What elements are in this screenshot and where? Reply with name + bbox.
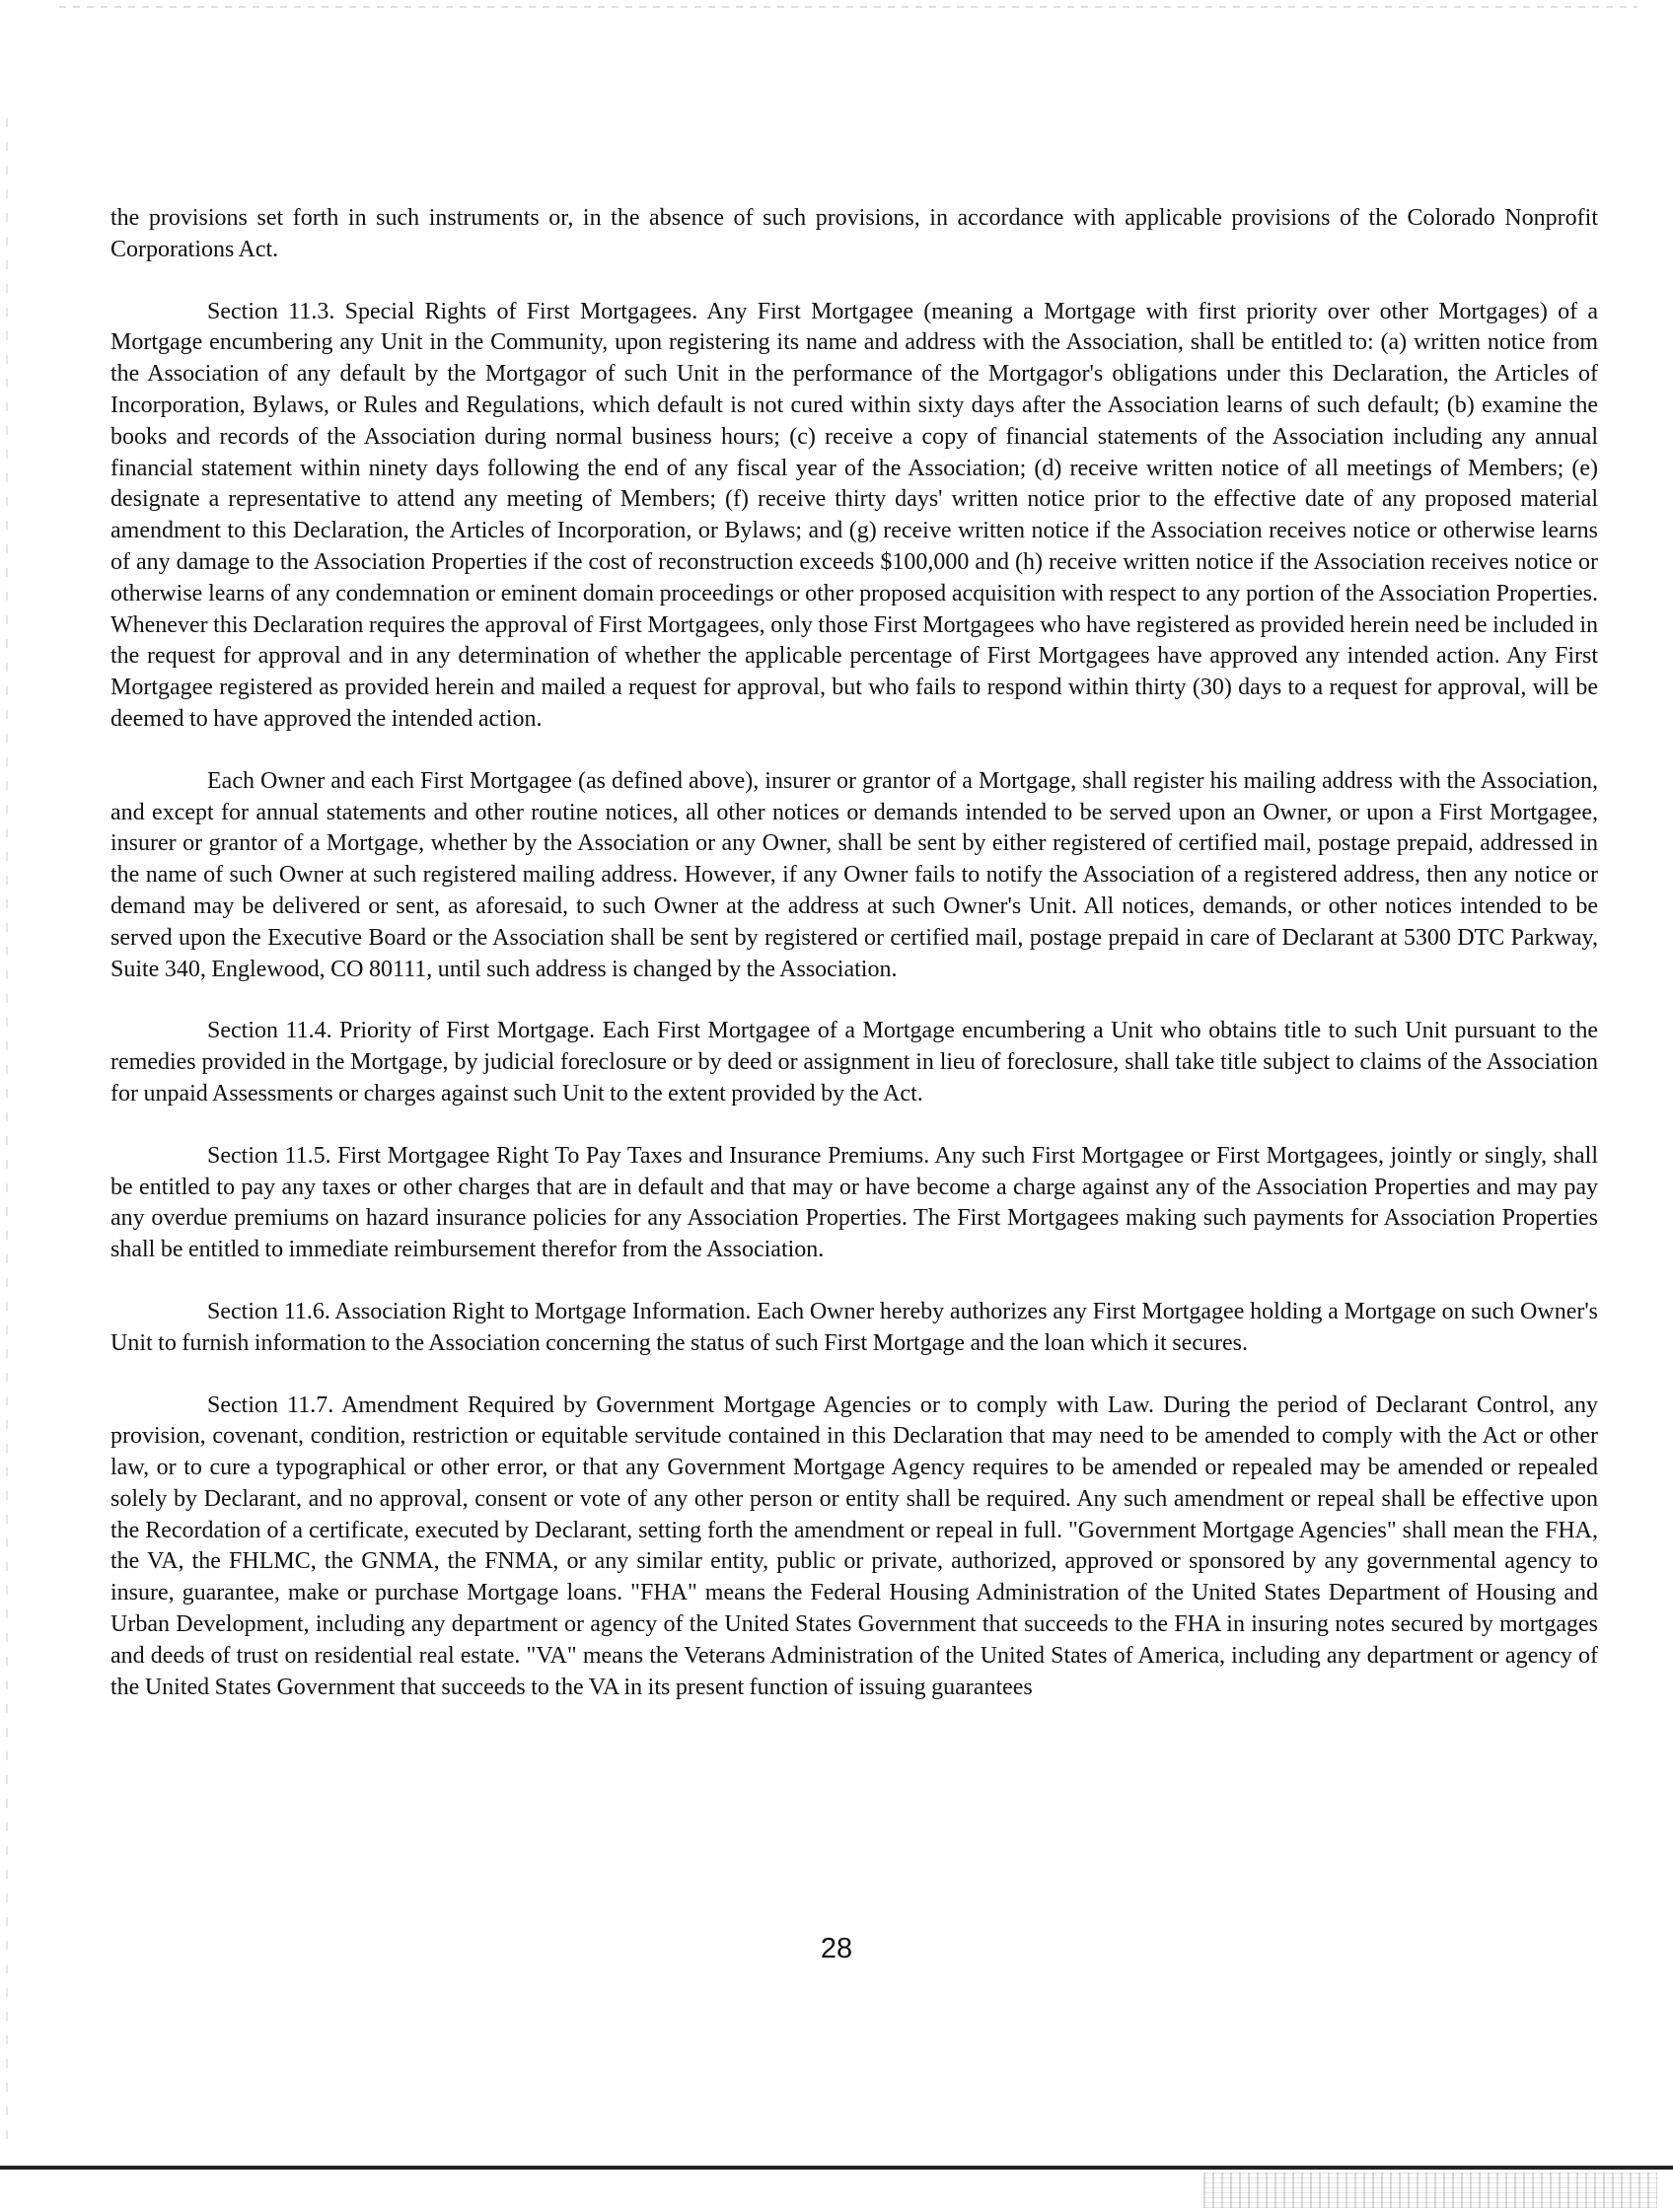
scan-artifact-bottom: [1203, 2173, 1657, 2208]
paragraph-section-11-5: Section 11.5. First Mortgagee Right To Pay Taxes and Insurance Premiums. Any such First Mortgagee or First Mortgagees, jointly or singly, shall be entitled to pay any taxes or other charges that are in default and that may or have become a charge against any of the Association Properties and may pay any overdue premiums on hazard insurance policies for any Association Properties. The First Mortgagees making such payments for Association Properties shall be entitled to immediate reimbursement therefor from the Association.: [110, 1142, 1598, 1263]
document-body: [110, 203, 1598, 1703]
paragraph-section-11-3: Section 11.3. Special Rights of First Mortgagees. Any First Mortgagee (meaning a Mortgage with first priority over other Mortgages) of a Mortgage encumbering any Unit in the Community, upon registering its name and address with the Association, shall be entitled to: (a) written notice from the Association of any default by the Mortgagor of such Unit in the performance of the Mortgagor's obligations under this Declaration, the Articles of Incorporation, Bylaws, or Rules and Regulations, which default is not cured within sixty days after the Association learns of such default; (b) examine the books and records of the Association during normal business hours; (c) receive a copy of financial statements of the Association including any annual financial statement within ninety days following the end of any fiscal year of the Association; (d) receive written notice of all meetings of Members; (e) designate a representative to attend any meeting of Members; (f) receive thirty days' written notice prior to the effective date of any proposed material amendment to this Declaration, the Articles of Incorporation, or Bylaws; and (g) receive written notice if the Association receives notice or otherwise learns of any damage to the Association Properties if the cost of reconstruction exceeds $100,000 and (h) receive written notice if the Association receives notice or otherwise learns of any condemnation or eminent domain proceedings or other proposed acquisition with respect to any portion of the Association Properties. Whenever this Declaration requires the approval of First Mortgagees, only those First Mortgagees who have registered as provided herein need be included in the request for approval and in any determination of whether the applicable percentage of First Mortgagees have approved any intended action. Any First Mortgagee registered as provided herein and mailed a request for approval, but who fails to respond within thirty (30) days to a request for approval, will be deemed to have approved the intended action.: [110, 298, 1598, 732]
page-number: 28: [820, 1933, 853, 1964]
paragraph-section-11-4: Section 11.4. Priority of First Mortgage. Each First Mortgagee of a Mortgage encumbering a Unit who obtains title to such Unit pursuant to the remedies provided in the Mortgage, by judicial foreclosure or by deed or assignment in lieu of foreclosure, shall take title subject to claims of the Association for unpaid Assessments or charges against such Unit to the extent provided by the Act.: [110, 1018, 1598, 1106]
paragraph-section-11-7: Section 11.7. Amendment Required by Government Mortgage Agencies or to comply with Law. During the period of Declarant Control, any provision, covenant, condition, restriction or equitable servitude contained in this Declaration that may need to be amended to comply with the Act or other law, or to cure a typographical or other error, or that any Government Mortgage Agency requires to be amended or repealed may be amended or repealed solely by Declarant, and no approval, consent or vote of any other person or entity shall be required. Any such amendment or repeal shall be effective upon the Recordation of a certificate, executed by Declarant, setting forth the amendment or repeal in full. "Government Mortgage Agencies" shall mean the FHA, the VA, the FHLMC, the GNMA, the FNMA, or any similar entity, public or private, authorized, approved or sponsored by any governmental agency to insure, guarantee, make or purchase Mortgage loans. "FHA" means the Federal Housing Administration of the United States Department of Housing and Urban Development, including any department or agency of the United States Government that succeeds to the FHA in insuring notes secured by mortgages and deeds of trust on residential real estate. "VA" means the Veterans Administration of the United States of America, including any department or agency of the United States Government that succeeds to the VA in its present function of issuing guarantees: [110, 1391, 1598, 1700]
paragraph-notice-registration: Each Owner and each First Mortgagee (as defined above), insurer or grantor of a Mortgage, shall register his mailing address with the Association, and except for annual statements and other routine notices, all other notices or demands intended to be served upon an Owner, or upon a First Mortgagee, insurer or grantor of a Mortgage, whether by the Association or any Owner, shall be sent by either registered of certified mail, postage prepaid, addressed in the name of such Owner at such registered mailing address. However, if any Owner fails to notify the Association of a registered address, then any notice or demand may be delivered or sent, as aforesaid, to such Owner at the address at such Owner's Unit. All notices, demands, or other notices intended to be served upon the Executive Board or the Association shall be sent by registered or certified mail, postage prepaid in care of Declarant at 5300 DTC Parkway, Suite 340, Englewood, CO 80111, until such address is changed by the Association.: [110, 767, 1598, 982]
bottom-rule: [0, 2166, 1673, 2170]
scan-artifact-left: [6, 118, 8, 2150]
scan-artifact-top: [59, 6, 1637, 8]
paragraph-section-11-6: Section 11.6. Association Right to Mortgage Information. Each Owner hereby authorizes any First Mortgagee holding a Mortgage on such Owner's Unit to furnish information to the Association concerning the status of such First Mortgage and the loan which it secures.: [110, 1298, 1598, 1356]
paragraph-continuation: the provisions set forth in such instruments or, in the absence of such provisions, in accordance with applicable provisions of the Colorado Nonprofit Corporations Act.: [110, 205, 1598, 262]
